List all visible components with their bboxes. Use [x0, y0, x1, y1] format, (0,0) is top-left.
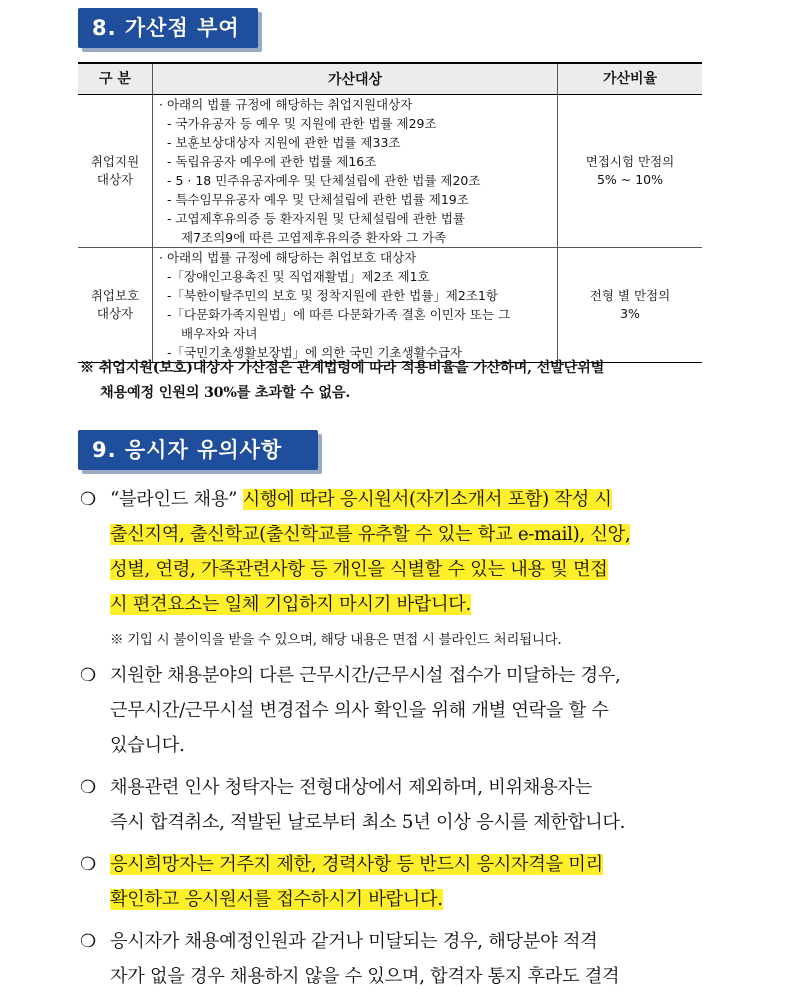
target-item: - 보훈보상대상자 지원에 관한 법률 제33조	[167, 135, 401, 150]
paragraph-line	[80, 882, 720, 917]
highlighted-text: 출신지역, 출신학교(출신학교를 유추할 수 있는 학교 e-mail), 신앙,	[110, 524, 631, 545]
section-9-heading: 9. 응시자 유의사항	[78, 430, 318, 470]
table-row	[78, 248, 702, 363]
paragraph-line	[80, 587, 720, 622]
rate-line: 3%	[620, 306, 640, 321]
category-line: 취업지원	[90, 154, 140, 169]
line-text: 지원한 채용분야의 다른 근무시간/근무시설 접수가 미달하는 경우,	[110, 665, 621, 686]
target-item: -「국민기초생활보장법」에 의한 국민 기초생활수급자	[167, 345, 463, 360]
line-text: “블라인드 채용”	[110, 489, 238, 510]
target-item: -「북한이탈주민의 보호 및 정착지원에 관한 법률」제2조1항	[167, 288, 498, 303]
note-paragraph	[80, 770, 720, 840]
row-rate	[558, 248, 703, 363]
highlighted-text: 성별, 연령, 가족관련사항 등 개인을 식별할 수 있는 내용 및 면접	[110, 559, 608, 580]
header-target: 가산대상	[153, 63, 558, 95]
row-category	[78, 248, 153, 363]
target-item: - 독립유공자 예우에 관한 법률 제16조	[167, 154, 377, 169]
highlighted-text: 확인하고 응시원서를 접수하시기 바랍니다.	[110, 889, 443, 910]
paragraph-line	[80, 847, 720, 882]
note-paragraph	[80, 482, 720, 658]
section-8-heading: 8. 가산점 부여	[78, 8, 258, 48]
row-target	[153, 248, 558, 363]
target-item: 제7조의9에 따른 고엽제후유의증 환자와 그 가족	[181, 230, 447, 245]
paragraph-line	[80, 482, 720, 517]
target-bullet: · 아래의 법률 규정에 해당하는 취업지원대상자	[159, 97, 413, 112]
highlighted-text: 응시희망자는 거주지 제한, 경력사항 등 반드시 응시자격을 미리	[110, 854, 603, 875]
paragraph-line	[80, 770, 720, 805]
blind-note: ※ 기입 시 불이익을 받을 수 있으며, 해당 내용은 면접 시 블라인드 처리됩니다.	[110, 632, 562, 648]
circle-bullet-icon: ❍	[80, 931, 97, 952]
table-row	[78, 95, 702, 248]
rate-line: 5% ~ 10%	[596, 172, 664, 187]
notice-line: ※ 취업지원(보호)대상자 가산점은 관계법령에 따라 적용비율을 가산하며, 선발단위별	[80, 360, 605, 376]
circle-bullet-icon: ❍	[80, 854, 97, 875]
paragraph-line: 근무시간/근무시설 변경접수 의사 확인을 위해 개별 연락을 할 수	[110, 700, 609, 721]
applicant-notes	[80, 482, 720, 994]
target-item: - 특수임무유공자 예우 및 단체설립에 관한 법률 제19조	[167, 192, 469, 207]
rate-line: 면접시험 만점의	[585, 154, 675, 169]
paragraph-line	[80, 517, 720, 552]
target-item: -「장애인고용촉진 및 직업재활법」제2조 제1호	[167, 269, 430, 284]
target-item: - 국가유공자 등 예우 및 지원에 관한 법률 제29조	[167, 116, 437, 131]
highlighted-text: 시 편견요소는 일체 기입하지 마시기 바랍니다.	[110, 594, 472, 615]
paragraph-line: 있습니다.	[110, 735, 185, 756]
bonus-notice	[80, 356, 720, 406]
paragraph-line	[80, 552, 720, 587]
line-text: 응시자가 채용예정인원과 같거나 미달되는 경우, 해당분야 적격	[110, 931, 598, 952]
paragraph-line	[80, 658, 720, 693]
category-line: 대상자	[96, 306, 134, 321]
header-rate: 가산비율	[558, 63, 703, 95]
table-header-row	[78, 63, 702, 95]
category-line: 취업보호	[90, 288, 140, 303]
target-bullet: · 아래의 법률 규정에 해당하는 취업보호 대상자	[159, 250, 417, 265]
row-category	[78, 95, 153, 248]
notice-line: 채용예정 인원의 30%를 초과할 수 없음.	[100, 385, 351, 401]
line-text: 채용관련 인사 청탁자는 전형대상에서 제외하며, 비위채용자는	[110, 777, 592, 798]
rate-line: 전형 별 만점의	[589, 288, 671, 303]
note-paragraph	[80, 658, 720, 763]
circle-bullet-icon: ❍	[80, 489, 97, 510]
header-category: 구 분	[78, 63, 153, 95]
target-item: 배우자와 자녀	[181, 326, 258, 341]
target-item: - 5 · 18 민주유공자예우 및 단체설립에 관한 법률 제20조	[167, 173, 481, 188]
paragraph-line	[80, 924, 720, 959]
category-line: 대상자	[96, 172, 134, 187]
target-item: - 고엽제후유의증 등 환자지원 및 단체설립에 관한 법률	[167, 211, 465, 226]
highlighted-text: 시행에 따라 응시원서(자기소개서 포함) 작성 시	[242, 489, 612, 510]
target-item: -「다문화가족지원법」에 따른 다문화가족 결혼 이민자 또는 그	[167, 307, 511, 322]
bonus-points-table	[78, 62, 702, 363]
note-paragraph	[80, 847, 720, 917]
circle-bullet-icon: ❍	[80, 665, 97, 686]
circle-bullet-icon: ❍	[80, 777, 97, 798]
paragraph-line: 자가 없을 경우 채용하지 않을 수 있으며, 합격자 통지 후라도 결격	[110, 966, 620, 987]
paragraph-line: 즉시 합격취소, 적발된 날로부터 최소 5년 이상 응시를 제한합니다.	[110, 812, 626, 833]
row-target	[153, 95, 558, 248]
note-paragraph	[80, 924, 720, 994]
row-rate	[558, 95, 703, 248]
